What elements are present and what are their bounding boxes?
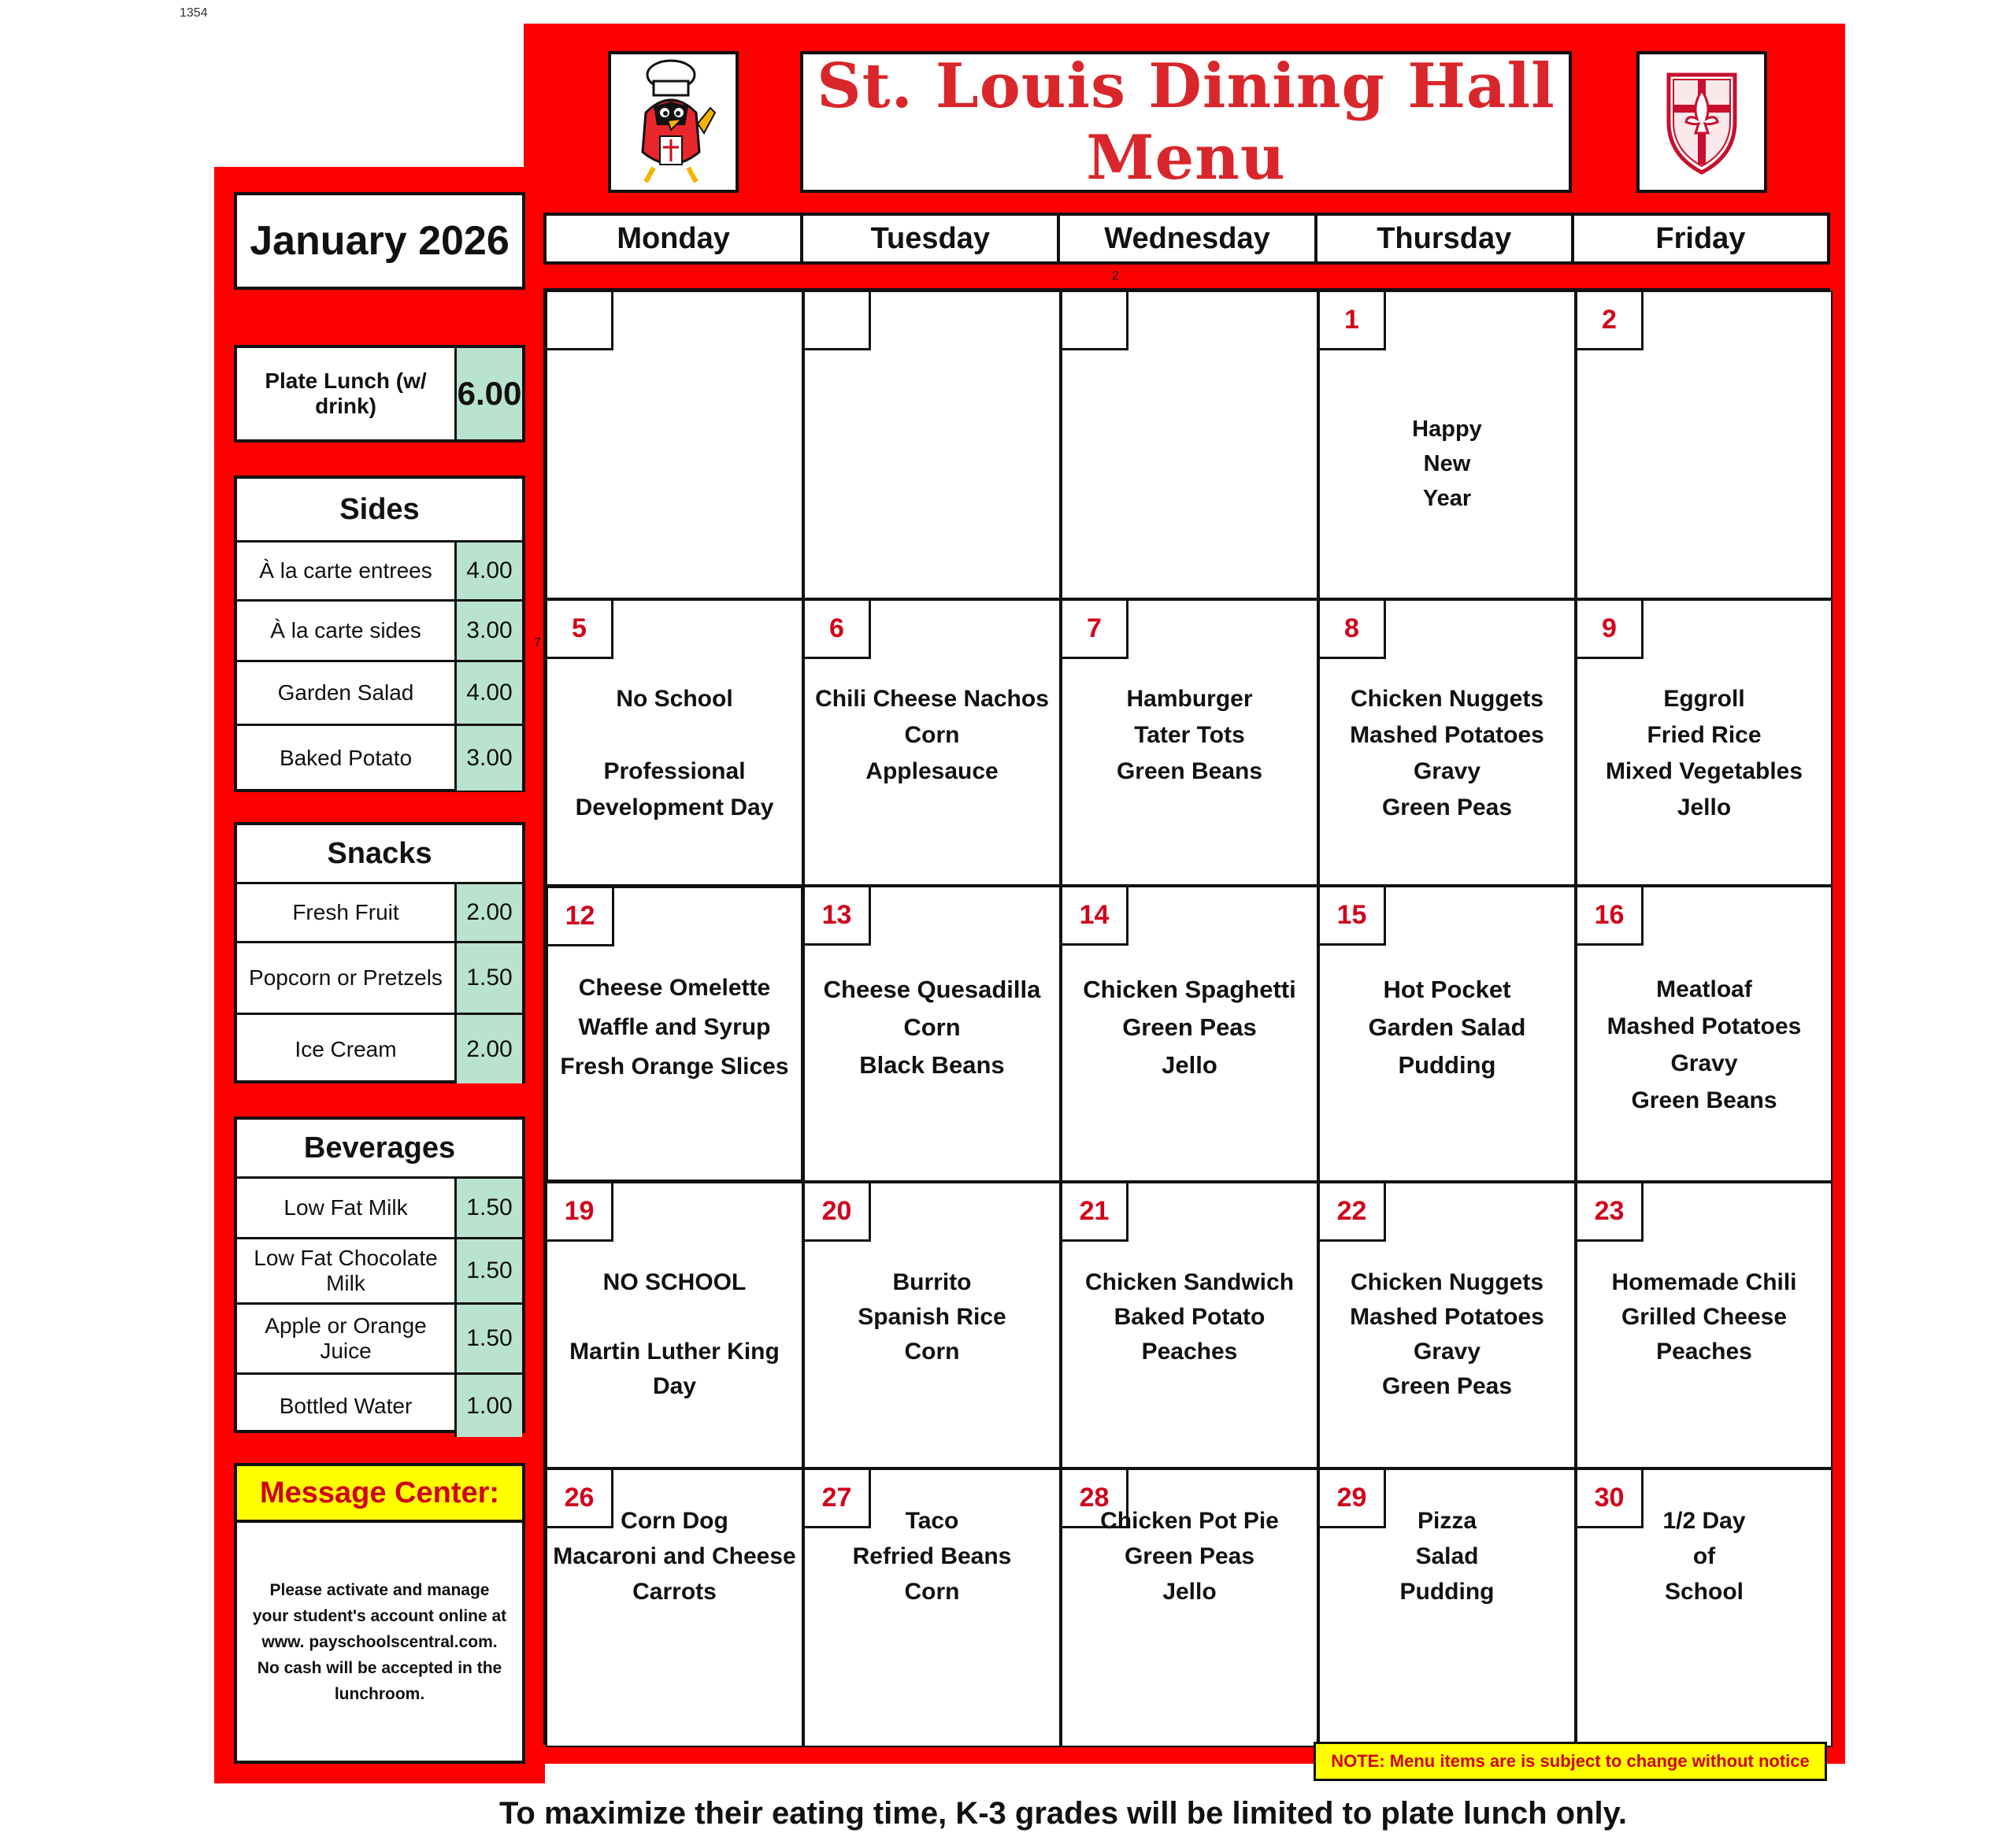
calendar-day	[803, 291, 1061, 599]
item-price: 4.00	[457, 543, 522, 599]
calendar-day	[1576, 291, 1833, 599]
month-box	[234, 192, 525, 290]
calendar-day	[803, 1468, 1061, 1747]
item-name: Low Fat Milk	[237, 1179, 457, 1237]
day-number: 9	[1577, 601, 1644, 659]
item-price: 3.00	[457, 726, 522, 791]
menu-item-row	[237, 1179, 522, 1239]
stray-label: 7	[534, 636, 541, 650]
message-center-body: Please activate and manage your student's account online at www. payschoolscentral.com. No cash will be accepted in the lunchroom.	[234, 1520, 525, 1764]
day-menu: Chicken Sandwich Baked Potato Peaches	[1084, 1269, 1295, 1365]
calendar-day	[803, 886, 1061, 1182]
day-menu: Cheese Omelette Waffle and Syrup Fresh Orange Slices	[560, 975, 789, 1080]
beverages-section	[234, 1117, 525, 1433]
footer-notice: To maximize their eating time, K-3 grades will be limited to plate lunch only.	[498, 1795, 1628, 1831]
page-title: St. Louis Dining Hall Menu	[817, 50, 1555, 194]
menu-item-row	[237, 602, 522, 662]
day-menu: Meatloaf Mashed Potatoes Gravy Green Beans	[1606, 976, 1802, 1113]
weekday-header-row	[543, 213, 1830, 265]
page-number: 1354	[180, 6, 208, 20]
item-name: Baked Potato	[237, 726, 457, 791]
menu-item-row	[237, 1239, 522, 1305]
item-name: Bottled Water	[237, 1375, 457, 1437]
calendar-day	[546, 886, 803, 1182]
calendar-day	[1318, 1182, 1576, 1468]
calendar-day	[1061, 599, 1318, 886]
day-menu: 1/2 Day of School	[1662, 1508, 1746, 1605]
day-menu: Happy New Year	[1412, 417, 1482, 511]
plate-lunch-label: Plate Lunch (w/ drink)	[237, 348, 457, 439]
day-number: 15	[1320, 887, 1386, 946]
day-number: 21	[1062, 1183, 1128, 1242]
day-number: 30	[1577, 1470, 1644, 1528]
day-menu: No School Professional Development Day	[575, 686, 774, 820]
calendar-day	[1318, 886, 1576, 1182]
calendar-day	[546, 1182, 803, 1468]
weekday-header: Wednesday	[1058, 213, 1315, 265]
snacks-section	[234, 822, 525, 1083]
day-number: 2	[1577, 292, 1644, 350]
item-price: 2.00	[457, 884, 522, 941]
item-price: 3.00	[457, 602, 522, 660]
day-menu: Taco Refried Beans Corn	[852, 1508, 1012, 1605]
sides-title: Sides	[237, 479, 522, 543]
calendar-day	[1318, 291, 1576, 599]
day-number: 8	[1320, 601, 1386, 659]
day-menu: Hamburger Tater Tots Green Beans	[1116, 686, 1263, 784]
change-notice: NOTE: Menu items are is subject to change without notice	[1314, 1742, 1827, 1781]
calendar-grid	[543, 288, 1830, 1745]
item-name: Apple or Orange Juice	[237, 1305, 457, 1372]
day-number: 13	[805, 887, 871, 946]
day-menu: Pizza Salad Pudding	[1399, 1508, 1495, 1605]
day-number: 23	[1577, 1183, 1644, 1242]
plate-lunch-box	[234, 345, 525, 443]
weekday-header: Tuesday	[802, 213, 1058, 265]
day-number	[1062, 292, 1128, 350]
cardinal-chef-mascot-icon	[622, 57, 724, 187]
snacks-title: Snacks	[237, 825, 522, 884]
calendar-day	[1061, 1182, 1318, 1468]
day-number: 7	[1062, 601, 1128, 659]
calendar-day	[1576, 1468, 1833, 1747]
day-number: 20	[805, 1183, 871, 1242]
weekday-header: Friday	[1573, 213, 1830, 265]
day-number: 12	[548, 888, 614, 946]
message-center-title: Message Center:	[234, 1463, 525, 1523]
day-number: 27	[805, 1470, 871, 1528]
day-menu: Chili Cheese Nachos Corn Applesauce	[815, 686, 1049, 784]
menu-item-row	[237, 726, 522, 791]
day-menu: Chicken Pot Pie Green Peas Jello	[1100, 1508, 1279, 1605]
day-menu: Cheese Quesadilla Corn Black Beans	[823, 976, 1041, 1079]
day-menu: Burrito Spanish Rice Corn	[858, 1269, 1006, 1365]
calendar-day	[546, 291, 803, 599]
item-price: 1.50	[457, 1179, 522, 1237]
item-name: À la carte entrees	[237, 543, 457, 599]
calendar-day	[1061, 1468, 1318, 1747]
calendar-day	[546, 1468, 803, 1747]
menu-item-row	[237, 1015, 522, 1083]
day-number: 28	[1062, 1470, 1128, 1528]
day-number: 29	[1320, 1470, 1386, 1528]
item-price: 1.50	[457, 943, 522, 1013]
item-price: 1.00	[457, 1375, 522, 1437]
day-number: 1	[1320, 292, 1386, 350]
item-name: Low Fat Chocolate Milk	[237, 1239, 457, 1302]
day-menu: Chicken Nuggets Mashed Potatoes Gravy Green Peas	[1350, 1269, 1544, 1399]
item-price: 1.50	[457, 1305, 522, 1372]
item-name: Garden Salad	[237, 662, 457, 724]
plate-lunch-price: 6.00	[457, 348, 522, 439]
sides-section	[234, 476, 525, 792]
calendar-day	[1061, 886, 1318, 1182]
item-price: 2.00	[457, 1015, 522, 1083]
right-logo	[1636, 51, 1767, 193]
day-menu: Chicken Spaghetti Green Peas Jello	[1083, 976, 1296, 1079]
weekday-header: Thursday	[1316, 213, 1573, 265]
fleur-de-lis-shield-icon	[1662, 67, 1741, 177]
day-menu: Corn Dog Macaroni and Cheese Carrots	[553, 1508, 796, 1605]
menu-item-row	[237, 543, 522, 602]
day-number: 14	[1062, 887, 1128, 946]
title-box	[800, 51, 1572, 193]
calendar-day	[1318, 599, 1576, 886]
day-number: 19	[547, 1183, 613, 1242]
day-menu: Eggroll Fried Rice Mixed Vegetables Jello	[1605, 686, 1803, 820]
menu-item-row	[237, 884, 522, 943]
day-number: 6	[805, 601, 871, 659]
day-number	[805, 292, 871, 350]
day-menu: Hot Pocket Garden Salad Pudding	[1368, 976, 1526, 1079]
month-label: January 2026	[250, 218, 510, 264]
menu-item-row	[237, 662, 522, 726]
calendar-day	[1576, 1182, 1833, 1468]
menu-item-row	[237, 943, 522, 1015]
day-menu: Homemade Chili Grilled Cheese Peaches	[1611, 1269, 1797, 1365]
item-name: Fresh Fruit	[237, 884, 457, 941]
day-number: 5	[547, 601, 613, 659]
item-price: 1.50	[457, 1239, 522, 1302]
weekday-header: Monday	[543, 213, 802, 265]
beverages-title: Beverages	[237, 1120, 522, 1179]
item-name: Popcorn or Pretzels	[237, 943, 457, 1013]
calendar-day	[1061, 291, 1318, 599]
day-number: 16	[1577, 887, 1644, 946]
day-number: 22	[1320, 1183, 1386, 1242]
left-logo	[608, 51, 739, 193]
day-number: 26	[547, 1470, 613, 1528]
item-name: À la carte sides	[237, 602, 457, 660]
day-menu: NO SCHOOL Martin Luther King Day	[569, 1269, 780, 1399]
item-price: 4.00	[457, 662, 522, 724]
day-number	[547, 292, 613, 350]
calendar-day	[1576, 886, 1833, 1182]
calendar-day	[803, 1182, 1061, 1468]
calendar-day	[803, 599, 1061, 886]
item-name: Ice Cream	[237, 1015, 457, 1083]
calendar-day	[1576, 599, 1833, 886]
stray-label: 2	[1112, 269, 1119, 283]
calendar-day	[1318, 1468, 1576, 1747]
menu-item-row	[237, 1375, 522, 1437]
calendar-day	[546, 599, 803, 886]
day-menu: Chicken Nuggets Mashed Potatoes Gravy Green Peas	[1350, 686, 1544, 820]
menu-item-row	[237, 1305, 522, 1375]
